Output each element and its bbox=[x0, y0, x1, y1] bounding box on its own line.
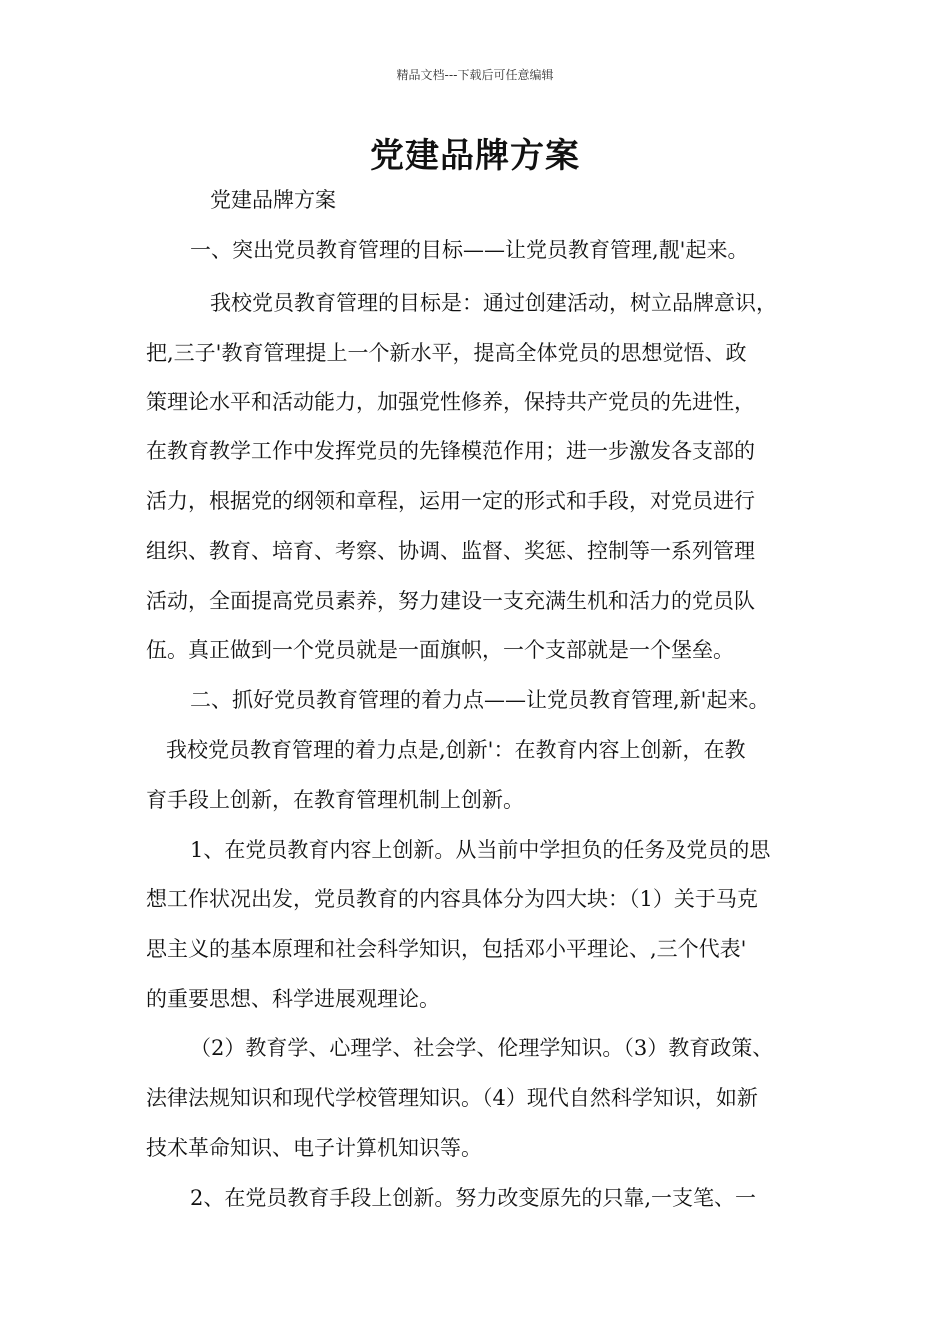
document-title: 党建品牌方案 bbox=[370, 136, 580, 176]
paragraph-line: 的重要思想、科学进展观理论。 bbox=[146, 987, 440, 1011]
paragraph-line: 策理论水平和活动能力，加强党性修养，保持共产党员的先进性， bbox=[146, 390, 755, 414]
paragraph-line: 想工作状况出发，党员教育的内容具体分为四大块：（1）关于马克 bbox=[146, 887, 758, 911]
paragraph-line: 技术革命知识、电子计算机知识等。 bbox=[146, 1136, 482, 1160]
paragraph-line: 活动，全面提高党员素养，努力建设一支充满生机和活力的党员队 bbox=[146, 589, 755, 613]
paragraph-line: 在教育教学工作中发挥党员的先锋模范作用；进一步激发各支部的 bbox=[146, 439, 755, 463]
paragraph-line: 活力，根据党的纲领和章程，运用一定的形式和手段，对党员进行 bbox=[146, 489, 755, 513]
paragraph-line: （2）教育学、心理学、社会学、伦理学知识。（3）教育政策、 bbox=[190, 1036, 774, 1060]
paragraph-line: 育手段上创新，在教育管理机制上创新。 bbox=[146, 788, 524, 812]
paragraph-line: 1、在党员教育内容上创新。从当前中学担负的任务及党员的思 bbox=[190, 838, 771, 862]
paragraph-line: 组织、教育、培育、考察、协调、监督、奖惩、控制等一系列管理 bbox=[146, 539, 755, 563]
section-heading-2: 二、抓好党员教育管理的着力点——让党员教育管理,新'起来。 bbox=[190, 688, 770, 712]
paragraph-line: 伍。真正做到一个党员就是一面旗帜，一个支部就是一个堡垒。 bbox=[146, 638, 734, 662]
paragraph-line: 我校党员教育管理的目标是：通过创建活动，树立品牌意识， bbox=[210, 291, 777, 315]
header-note: 精品文档---下载后可任意编辑 bbox=[396, 68, 554, 82]
paragraph-line: 思主义的基本原理和社会科学知识，包括邓小平理论、,三个代表' bbox=[146, 937, 747, 961]
section-heading-1: 一、突出党员教育管理的目标——让党员教育管理,靓'起来。 bbox=[190, 238, 749, 262]
paragraph-line: 法律法规知识和现代学校管理知识。（4）现代自然科学知识，如新 bbox=[146, 1086, 758, 1110]
subtitle-line: 党建品牌方案 bbox=[210, 188, 336, 212]
paragraph-line: 把,三子'教育管理提上一个新水平，提高全体党员的思想觉悟、政 bbox=[146, 341, 747, 365]
paragraph-line: 2、在党员教育手段上创新。努力改变原先的只靠,一支笔、一 bbox=[190, 1186, 757, 1210]
paragraph-line: 我校党员教育管理的着力点是,创新'：在教育内容上创新，在教 bbox=[166, 738, 746, 762]
